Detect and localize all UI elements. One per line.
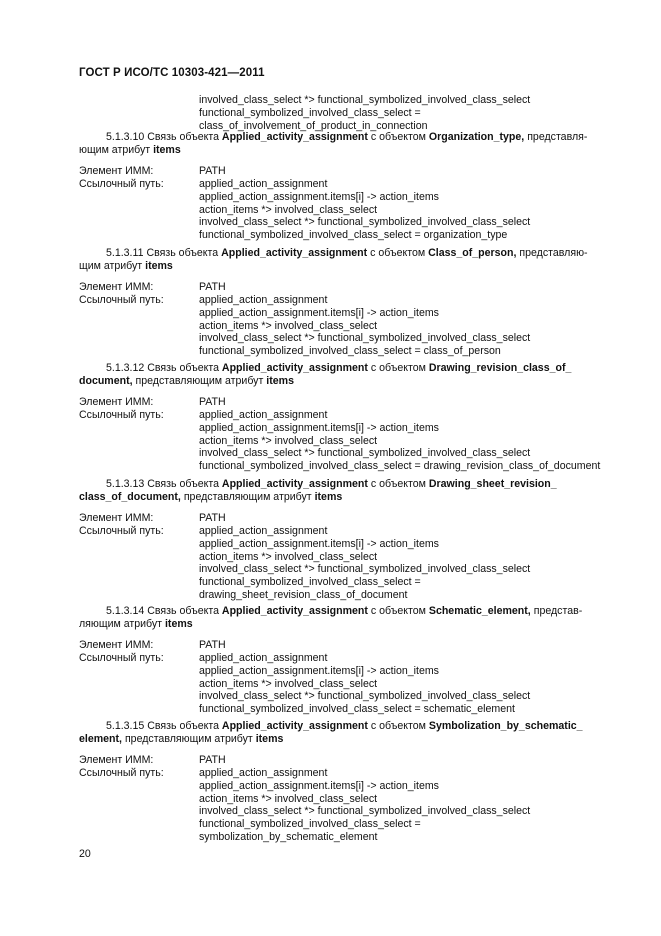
reference-path-lines bbox=[199, 652, 530, 716]
path-line: class_of_involvement_of_product_in_connection bbox=[199, 119, 428, 132]
aim-element-value: PATH bbox=[199, 512, 226, 524]
section-text: с объектом bbox=[370, 478, 426, 490]
section-text: Связь объекта bbox=[146, 247, 219, 259]
path-line: functional_symbolized_involved_class_select = schematic_element bbox=[199, 703, 515, 716]
reference-path-label: Ссылочный путь: bbox=[79, 294, 164, 306]
path-line: symbolization_by_schematic_element bbox=[199, 830, 378, 843]
target-entity-name: class_of_document, bbox=[79, 491, 181, 504]
section-heading bbox=[79, 720, 615, 746]
section-text: щим атрибут bbox=[79, 260, 143, 273]
section-heading bbox=[79, 247, 615, 273]
target-entity-name: Class_of_person, bbox=[428, 247, 517, 259]
section-text: ющим атрибут bbox=[79, 144, 151, 157]
path-line: applied_action_assignment bbox=[199, 652, 328, 664]
path-line: applied_action_assignment bbox=[199, 409, 328, 421]
path-line: applied_action_assignment.items[i] -> action_items bbox=[199, 779, 439, 792]
target-entity-name: Symbolization_by_schematic_ bbox=[428, 720, 583, 732]
entity-name: Applied_activity_assignment bbox=[221, 478, 368, 490]
attribute-name: items bbox=[314, 491, 343, 504]
section-heading-line-2 bbox=[79, 260, 173, 272]
reference-path-lines bbox=[199, 525, 530, 602]
reference-path-lines bbox=[199, 409, 600, 473]
section-text: Связь объекта bbox=[147, 720, 219, 732]
path-line: action_items *> involved_class_select bbox=[199, 319, 378, 332]
path-line: applied_action_assignment.items[i] -> action_items bbox=[199, 306, 439, 319]
section-text: представляющим атрибут bbox=[124, 733, 253, 746]
section-text: ляющим атрибут bbox=[79, 618, 163, 631]
section-heading-line-2 bbox=[79, 375, 294, 387]
section-heading-line-1 bbox=[79, 362, 615, 375]
aim-element-label: Элемент ИММ: bbox=[79, 512, 154, 524]
entity-name: Applied_activity_assignment bbox=[221, 131, 368, 143]
section-text: с объектом bbox=[370, 720, 426, 732]
aim-element-label: Элемент ИММ: bbox=[79, 281, 154, 293]
section-heading bbox=[79, 478, 615, 504]
reference-path-label: Ссылочный путь: bbox=[79, 178, 164, 190]
path-line: functional_symbolized_involved_class_select = bbox=[199, 576, 421, 589]
section-number: 5.1.3.12 bbox=[106, 362, 145, 374]
attribute-name: items bbox=[145, 260, 173, 273]
path-line: applied_action_assignment.items[i] -> action_items bbox=[199, 421, 439, 434]
target-entity-name: Drawing_sheet_revision_ bbox=[428, 478, 557, 490]
aim-element-value: PATH bbox=[199, 281, 226, 293]
section-text: Связь объекта bbox=[147, 605, 219, 617]
path-line: involved_class_select *> functional_symbolized_involved_class_select bbox=[199, 690, 531, 703]
reference-path-label: Ссылочный путь: bbox=[79, 409, 164, 421]
section-number: 5.1.3.11 bbox=[106, 247, 144, 259]
entity-name: Applied_activity_assignment bbox=[221, 247, 368, 259]
path-line: involved_class_select *> functional_symbolized_involved_class_select bbox=[199, 216, 531, 229]
aim-element-value: PATH bbox=[199, 396, 226, 408]
section-number: 5.1.3.10 bbox=[106, 131, 145, 143]
section-text: представля- bbox=[527, 131, 588, 143]
document-header: ГОСТ Р ИСО/ТС 10303-421—2011 bbox=[79, 67, 265, 79]
path-line: action_items *> involved_class_select bbox=[199, 677, 378, 690]
section-text: Связь объекта bbox=[147, 478, 219, 490]
section-text: Связь объекта bbox=[147, 362, 219, 374]
section-number: 5.1.3.13 bbox=[106, 478, 145, 490]
path-line: functional_symbolized_involved_class_select = class_of_person bbox=[199, 345, 501, 358]
aim-element-label: Элемент ИММ: bbox=[79, 639, 154, 651]
target-entity-name: Schematic_element, bbox=[428, 605, 531, 617]
entity-name: Applied_activity_assignment bbox=[221, 362, 368, 374]
path-line: involved_class_select *> functional_symbolized_involved_class_select bbox=[199, 332, 531, 345]
path-line: functional_symbolized_involved_class_select = drawing_revision_class_of_document bbox=[199, 460, 601, 473]
section-number: 5.1.3.15 bbox=[106, 720, 145, 732]
section-text: представляющим атрибут bbox=[135, 375, 264, 388]
reference-path-lines bbox=[199, 294, 530, 358]
reference-path-lines bbox=[199, 178, 530, 242]
path-line: drawing_sheet_revision_class_of_document bbox=[199, 588, 408, 601]
path-line: applied_action_assignment.items[i] -> action_items bbox=[199, 664, 439, 677]
reference-path-label: Ссылочный путь: bbox=[79, 767, 164, 779]
path-line: action_items *> involved_class_select bbox=[199, 434, 378, 447]
path-line: action_items *> involved_class_select bbox=[199, 792, 378, 805]
section-text: с объектом bbox=[370, 605, 426, 617]
aim-element-label: Элемент ИММ: bbox=[79, 165, 154, 177]
section-heading bbox=[79, 362, 615, 388]
section-heading-line-2 bbox=[79, 618, 193, 630]
section-heading-line-1 bbox=[79, 478, 615, 491]
reference-path-label: Ссылочный путь: bbox=[79, 525, 164, 537]
section-heading-line-2 bbox=[79, 144, 181, 156]
section-text: Связь объекта bbox=[147, 131, 219, 143]
reference-path-lines bbox=[199, 767, 530, 844]
attribute-name: items bbox=[255, 733, 284, 746]
path-line: involved_class_select *> functional_symbolized_involved_class_select bbox=[199, 447, 531, 460]
path-line: applied_action_assignment.items[i] -> action_items bbox=[199, 190, 439, 203]
aim-element-value: PATH bbox=[199, 754, 226, 766]
entity-name: Applied_activity_assignment bbox=[221, 720, 368, 732]
path-line: functional_symbolized_involved_class_select = bbox=[199, 106, 421, 119]
aim-element-label: Элемент ИММ: bbox=[79, 396, 154, 408]
path-line: involved_class_select *> functional_symbolized_involved_class_select bbox=[199, 94, 531, 106]
target-entity-name: element, bbox=[79, 733, 122, 746]
path-line: applied_action_assignment bbox=[199, 767, 328, 779]
section-text: представляющим атрибут bbox=[183, 491, 312, 504]
path-line: functional_symbolized_involved_class_select = organization_type bbox=[199, 229, 508, 242]
path-line: applied_action_assignment bbox=[199, 294, 328, 306]
aim-element-value: PATH bbox=[199, 165, 226, 177]
path-line: applied_action_assignment bbox=[199, 525, 328, 537]
path-line: applied_action_assignment bbox=[199, 178, 328, 190]
path-line: involved_class_select *> functional_symbolized_involved_class_select bbox=[199, 805, 531, 818]
path-line: action_items *> involved_class_select bbox=[199, 203, 378, 216]
page-number: 20 bbox=[79, 848, 91, 860]
section-heading-line-2 bbox=[79, 491, 342, 503]
aim-element-label: Элемент ИММ: bbox=[79, 754, 154, 766]
section-text: представляю- bbox=[519, 247, 588, 259]
section-heading-line-1 bbox=[79, 605, 615, 618]
path-line: applied_action_assignment.items[i] -> action_items bbox=[199, 537, 439, 550]
section-number: 5.1.3.14 bbox=[106, 605, 145, 617]
section-heading bbox=[79, 605, 615, 631]
target-entity-name: Drawing_revision_class_of_ bbox=[428, 362, 572, 374]
target-entity-name: document, bbox=[79, 375, 133, 388]
reference-path-label: Ссылочный путь: bbox=[79, 652, 164, 664]
target-entity-name: Organization_type, bbox=[428, 131, 525, 143]
section-text: с объектом bbox=[370, 247, 426, 259]
entity-name: Applied_activity_assignment bbox=[221, 605, 368, 617]
continuation-path-lines bbox=[199, 94, 530, 132]
attribute-name: items bbox=[164, 618, 193, 631]
section-heading bbox=[79, 131, 615, 157]
aim-element-value: PATH bbox=[199, 639, 226, 651]
section-heading-line-1 bbox=[79, 720, 615, 733]
section-heading-line-1 bbox=[79, 131, 615, 144]
section-text: с объектом bbox=[370, 131, 426, 143]
attribute-name: items bbox=[153, 144, 181, 157]
section-heading-line-1 bbox=[79, 247, 615, 260]
section-heading-line-2 bbox=[79, 733, 283, 745]
path-line: functional_symbolized_involved_class_select = bbox=[199, 818, 421, 831]
attribute-name: items bbox=[266, 375, 294, 388]
section-text: с объектом bbox=[370, 362, 426, 374]
section-text: представ- bbox=[533, 605, 583, 617]
path-line: involved_class_select *> functional_symbolized_involved_class_select bbox=[199, 563, 531, 576]
path-line: action_items *> involved_class_select bbox=[199, 550, 378, 563]
